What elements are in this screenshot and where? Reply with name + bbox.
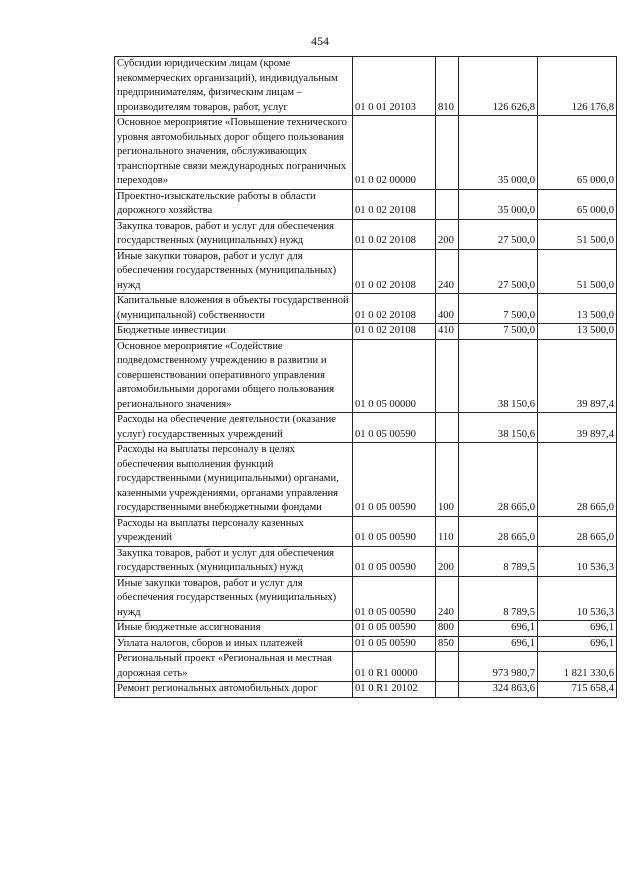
row-name-text: Иные закупки товаров, работ и услуг для обеспечения государственных (муниципальных) нужд — [117, 577, 337, 618]
row-amount-year1-cell: 8 789,5 — [459, 546, 538, 576]
row-name-text: Основное мероприятие «Повышение технического уровня автомобильных дорог общего пользования регионального значения, обслуживающих транспортные связи международных пограничных переходов» — [117, 117, 347, 186]
row-expense-type-cell: 100 — [436, 443, 459, 517]
row-expense-type-cell — [436, 413, 459, 443]
row-amount-year1-cell: 35 000,0 — [459, 189, 538, 219]
row-expense-type-cell — [436, 652, 459, 682]
row-name-cell — [115, 516, 353, 546]
row-name-text: Закупка товаров, работ и услуг для обеспечения государственных (муниципальных) нужд — [117, 547, 335, 573]
row-expense-type-cell: 200 — [436, 546, 459, 576]
row-name-cell — [115, 57, 353, 116]
row-name-cell — [115, 413, 353, 443]
table-row — [115, 294, 617, 324]
table-row — [115, 576, 617, 621]
row-amount-year2-cell: 39 897,4 — [538, 339, 617, 413]
row-expense-type-cell — [436, 116, 459, 190]
row-name-text: Основное мероприятие «Содействие подведомственному учреждению в развитии и совершенствовании оперативного управления автомобильными дорогами общего пользования регионального значения» — [117, 340, 335, 410]
table-row — [115, 57, 617, 116]
row-amount-year2-cell: 65 000,0 — [538, 116, 617, 190]
row-amount-year1-cell: 324 863,6 — [459, 682, 538, 698]
row-name-text: Иные закупки товаров, работ и услуг для обеспечения государственных (муниципальных) нужд — [117, 250, 337, 291]
row-target-article-cell: 01 0 05 00590 — [353, 443, 436, 517]
table-row — [115, 324, 617, 340]
row-amount-year2-cell: 10 536,3 — [538, 576, 617, 621]
row-name-text: Ремонт региональных автомобильных дорог — [117, 683, 318, 694]
row-name-text: Бюджетные инвестиции — [117, 325, 226, 336]
row-name-cell — [115, 116, 353, 190]
row-amount-year2-cell: 51 500,0 — [538, 219, 617, 249]
row-target-article-cell: 01 0 02 00000 — [353, 116, 436, 190]
row-expense-type-cell — [436, 189, 459, 219]
row-name-cell — [115, 652, 353, 682]
row-expense-type-cell: 240 — [436, 249, 459, 294]
row-target-article-cell: 01 0 02 20108 — [353, 219, 436, 249]
row-name-cell — [115, 294, 353, 324]
row-amount-year1-cell: 7 500,0 — [459, 324, 538, 340]
row-expense-type-cell: 110 — [436, 516, 459, 546]
row-amount-year2-cell: 696,1 — [538, 621, 617, 637]
row-target-article-cell: 01 0 05 00590 — [353, 636, 436, 652]
row-name-cell — [115, 339, 353, 413]
table-row — [115, 219, 617, 249]
row-name-text: Капитальные вложения в объекты государственной (муниципальной) собственности — [117, 295, 349, 321]
row-amount-year2-cell: 51 500,0 — [538, 249, 617, 294]
row-amount-year2-cell: 1 821 330,6 — [538, 652, 617, 682]
row-amount-year2-cell: 10 536,3 — [538, 546, 617, 576]
row-target-article-cell: 01 0 05 00590 — [353, 516, 436, 546]
row-amount-year2-cell: 65 000,0 — [538, 189, 617, 219]
row-name-text: Расходы на выплаты персоналу в целях обеспечения выполнения функций государственными (муниципальными) органами, казенными учреждениями, органами управления государственными внебюджетными фондами — [117, 444, 339, 513]
row-amount-year1-cell: 38 150,6 — [459, 413, 538, 443]
row-expense-type-cell: 200 — [436, 219, 459, 249]
table-row — [115, 443, 617, 517]
table-row — [115, 652, 617, 682]
row-amount-year2-cell: 696,1 — [538, 636, 617, 652]
row-name-text: Проектно-изыскательские работы в области дорожного хозяйства — [117, 190, 316, 216]
row-amount-year2-cell: 13 500,0 — [538, 294, 617, 324]
row-amount-year2-cell: 28 665,0 — [538, 443, 617, 517]
row-target-article-cell: 01 0 05 00000 — [353, 339, 436, 413]
table-row — [115, 339, 617, 413]
row-name-cell — [115, 249, 353, 294]
row-name-cell — [115, 576, 353, 621]
row-name-text: Иные бюджетные ассигнования — [117, 622, 261, 633]
row-expense-type-cell: 240 — [436, 576, 459, 621]
row-expense-type-cell: 800 — [436, 621, 459, 637]
table-row — [115, 249, 617, 294]
budget-table — [114, 56, 617, 698]
row-target-article-cell: 01 0 02 20108 — [353, 324, 436, 340]
row-name-cell — [115, 621, 353, 637]
row-name-cell — [115, 443, 353, 517]
row-amount-year1-cell: 28 665,0 — [459, 516, 538, 546]
row-target-article-cell: 01 0 02 20108 — [353, 249, 436, 294]
row-target-article-cell: 01 0 02 20108 — [353, 294, 436, 324]
row-amount-year1-cell: 28 665,0 — [459, 443, 538, 517]
row-amount-year2-cell: 126 176,8 — [538, 57, 617, 116]
row-name-text: Субсидии юридическим лицам (кроме некоммерческих организаций), индивидуальным предпринимателям, физическим лицам – производителям товаров, работ, услуг — [117, 58, 338, 113]
row-amount-year1-cell: 27 500,0 — [459, 249, 538, 294]
row-target-article-cell: 01 0 R1 20102 — [353, 682, 436, 698]
row-name-cell — [115, 189, 353, 219]
row-name-text: Региональный проект «Региональная и местная дорожная сеть» — [117, 653, 332, 679]
row-expense-type-cell: 810 — [436, 57, 459, 116]
row-amount-year1-cell: 27 500,0 — [459, 219, 538, 249]
row-name-cell — [115, 636, 353, 652]
row-name-text: Расходы на обеспечение деятельности (оказание услуг) государственных учреждений — [117, 414, 336, 440]
table-row — [115, 516, 617, 546]
row-expense-type-cell: 400 — [436, 294, 459, 324]
row-target-article-cell: 01 0 02 20108 — [353, 189, 436, 219]
table-row — [115, 636, 617, 652]
row-name-text: Уплата налогов, сборов и иных платежей — [117, 637, 303, 649]
row-amount-year1-cell: 8 789,5 — [459, 576, 538, 621]
row-expense-type-cell — [436, 339, 459, 413]
row-expense-type-cell — [436, 682, 459, 698]
row-name-cell — [115, 219, 353, 249]
row-amount-year1-cell: 7 500,0 — [459, 294, 538, 324]
row-amount-year1-cell: 38 150,6 — [459, 339, 538, 413]
row-target-article-cell: 01 0 05 00590 — [353, 413, 436, 443]
table-row — [115, 116, 617, 190]
row-name-cell — [115, 546, 353, 576]
row-amount-year1-cell: 35 000,0 — [459, 116, 538, 190]
budget-table-body — [115, 57, 617, 698]
row-name-cell — [115, 682, 353, 698]
page-number: 454 — [311, 34, 329, 48]
row-target-article-cell: 01 0 R1 00000 — [353, 652, 436, 682]
row-target-article-cell: 01 0 05 00590 — [353, 546, 436, 576]
table-row — [115, 682, 617, 698]
table-row — [115, 413, 617, 443]
row-amount-year1-cell: 696,1 — [459, 636, 538, 652]
row-name-text: Закупка товаров, работ и услуг для обеспечения государственных (муниципальных) нужд — [117, 220, 335, 246]
row-name-cell — [115, 324, 353, 340]
row-expense-type-cell: 850 — [436, 636, 459, 652]
table-row — [115, 189, 617, 219]
row-amount-year1-cell: 973 980,7 — [459, 652, 538, 682]
row-target-article-cell: 01 0 01 20103 — [353, 57, 436, 116]
row-amount-year2-cell: 13 500,0 — [538, 324, 617, 340]
row-expense-type-cell: 410 — [436, 324, 459, 340]
row-name-text: Расходы на выплаты персоналу казенных учреждений — [117, 517, 304, 543]
row-amount-year2-cell: 715 658,4 — [538, 682, 617, 698]
row-amount-year2-cell: 39 897,4 — [538, 413, 617, 443]
row-target-article-cell: 01 0 05 00590 — [353, 621, 436, 637]
row-amount-year2-cell: 28 665,0 — [538, 516, 617, 546]
row-amount-year1-cell: 696,1 — [459, 621, 538, 637]
row-amount-year1-cell: 126 626,8 — [459, 57, 538, 116]
row-target-article-cell: 01 0 05 00590 — [353, 576, 436, 621]
table-row — [115, 546, 617, 576]
table-row — [115, 621, 617, 637]
